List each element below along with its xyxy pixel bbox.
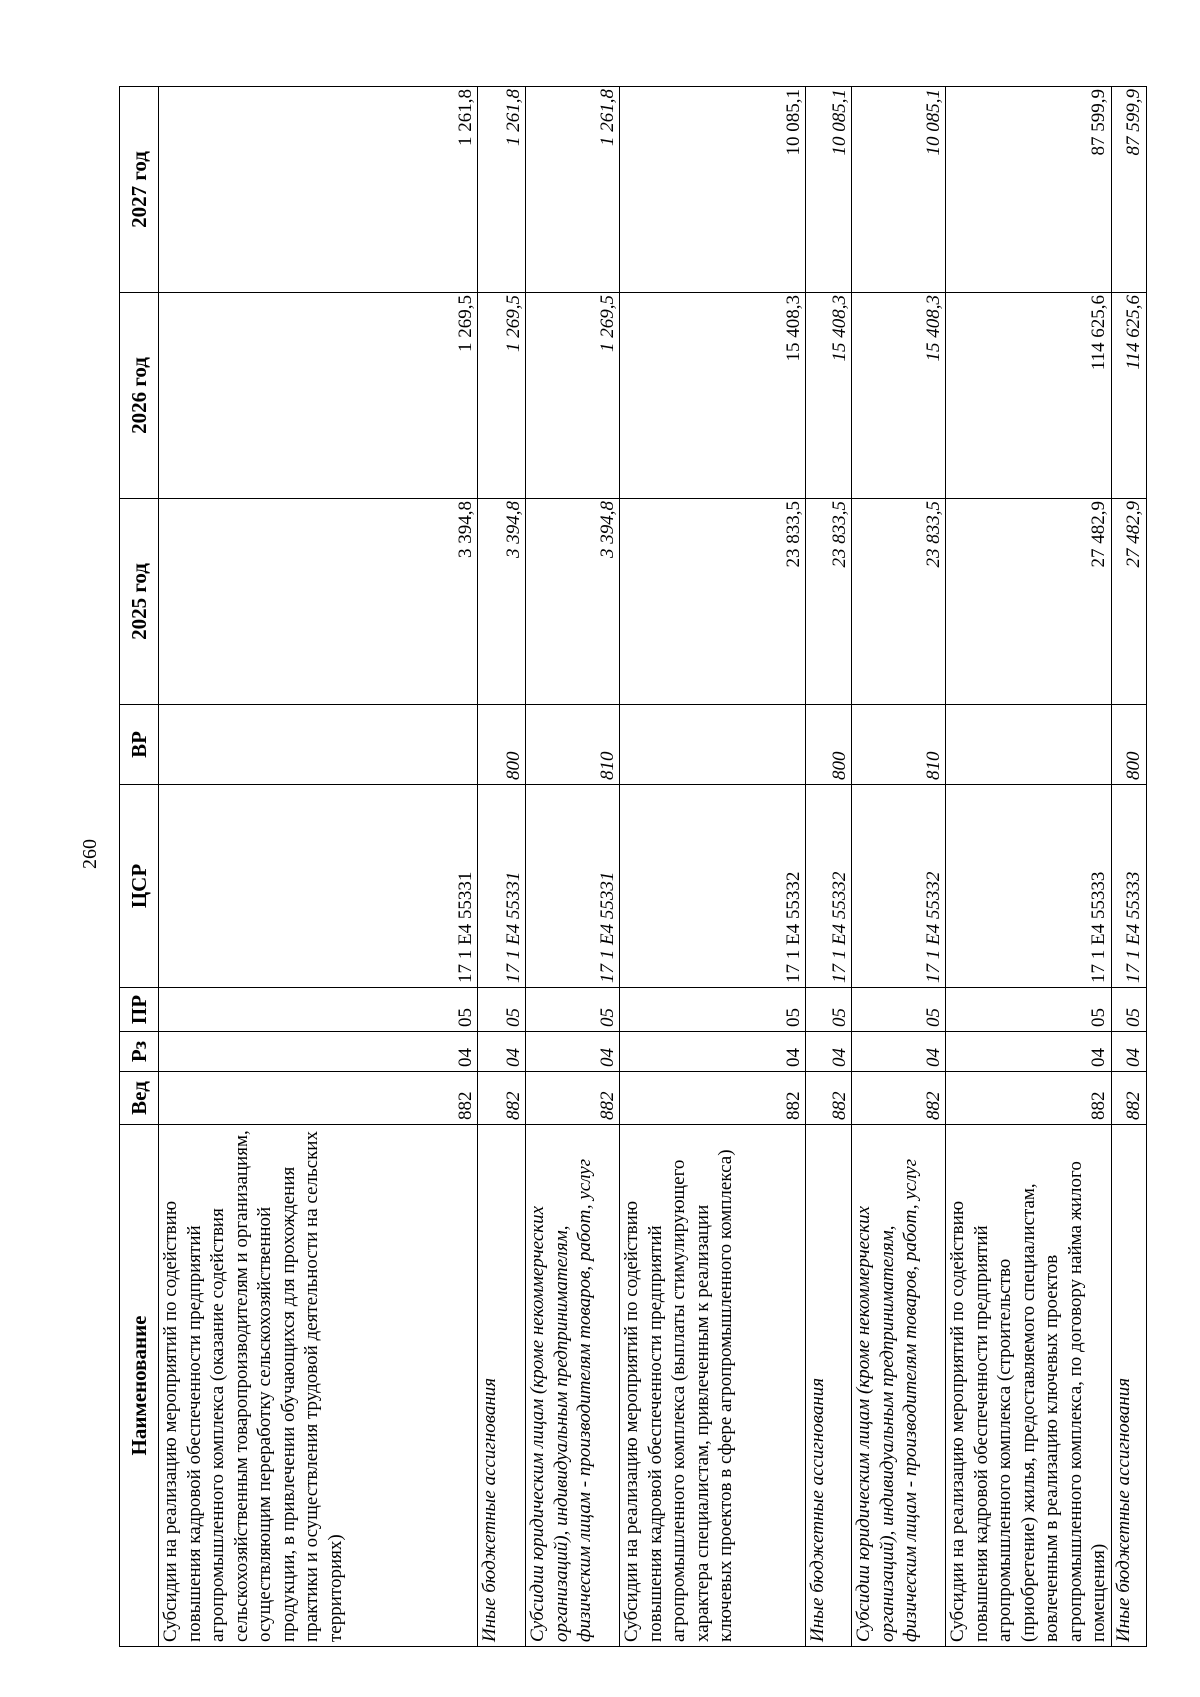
table-row <box>946 87 1112 1647</box>
cell-ved: 882 <box>620 1072 806 1125</box>
cell-name: Субсидии на реализацию мероприятий по содействию повышения кадровой обеспеченности предприятий агропромышленного комплекса (оказание содействия сельскохозяйственным товаропроизводителям и организациям, осуществляющим переработку сельскохозяйственной продукции, в привлечении обучающихся для прохождения практики и осуществления трудовой деятельности на сельских территориях) <box>159 1125 478 1647</box>
budget-table-rotated <box>119 87 1144 1647</box>
header-pr: ПР <box>120 988 159 1032</box>
cell-ved: 882 <box>478 1072 526 1125</box>
page-number: 260 <box>79 839 101 869</box>
cell-name: Субсидии на реализацию мероприятий по содействию повышения кадровой обеспеченности предприятий агропромышленного комплекса (строительство (приобретение) жилья, предоставляемого специалистам, вовлеченным в реализацию ключевых проектов агропромышленного комплекса, по договору найма жилого помещения) <box>946 1125 1112 1647</box>
cell-2026: 15 408,3 <box>620 293 806 499</box>
cell-name: Субсидии юридическим лицам (кроме некоммерческих организаций), индивидуальным предпринимателям, физическим лицам - производителям товаров, работ, услуг <box>852 1125 946 1647</box>
header-ved: Вед <box>120 1072 159 1125</box>
cell-pr: 05 <box>478 988 526 1032</box>
cell-name: Иные бюджетные ассигнования <box>1111 1125 1146 1647</box>
header-2025: 2025 год <box>120 499 159 705</box>
cell-csr: 17 1 E4 55333 <box>1111 785 1146 988</box>
header-2026: 2026 год <box>120 293 159 499</box>
table-body <box>159 87 1147 1647</box>
cell-vr: 800 <box>1111 705 1146 785</box>
table-header-row <box>120 87 159 1647</box>
cell-2027: 10 085,1 <box>620 87 806 293</box>
cell-rz: 04 <box>159 1032 478 1072</box>
header-2027: 2027 год <box>120 87 159 293</box>
cell-rz: 04 <box>946 1032 1112 1072</box>
cell-2025: 23 833,5 <box>852 499 946 705</box>
budget-table <box>119 86 1147 1647</box>
cell-2026: 1 269,5 <box>526 293 620 499</box>
table-row <box>478 87 526 1647</box>
cell-pr: 05 <box>852 988 946 1032</box>
cell-2026: 114 625,6 <box>1111 293 1146 499</box>
cell-2026: 114 625,6 <box>946 293 1112 499</box>
table-row <box>1111 87 1146 1647</box>
cell-name: Иные бюджетные ассигнования <box>806 1125 852 1647</box>
cell-ved: 882 <box>526 1072 620 1125</box>
cell-csr: 17 1 E4 55333 <box>946 785 1112 988</box>
cell-2026: 1 269,5 <box>159 293 478 499</box>
cell-name: Субсидии юридическим лицам (кроме некоммерческих организаций), индивидуальным предпринимателям, физическим лицам - производителям товаров, работ, услуг <box>526 1125 620 1647</box>
cell-pr: 05 <box>1111 988 1146 1032</box>
cell-csr: 17 1 E4 55332 <box>620 785 806 988</box>
header-rz: Рз <box>120 1032 159 1072</box>
table-row <box>620 87 806 1647</box>
cell-vr: 810 <box>852 705 946 785</box>
cell-2025: 27 482,9 <box>946 499 1112 705</box>
cell-2027: 10 085,1 <box>806 87 852 293</box>
cell-vr <box>946 705 1112 785</box>
cell-2026: 15 408,3 <box>852 293 946 499</box>
cell-rz: 04 <box>620 1032 806 1072</box>
header-csr: ЦСР <box>120 785 159 988</box>
cell-rz: 04 <box>478 1032 526 1072</box>
cell-2027: 1 261,8 <box>478 87 526 293</box>
cell-rz: 04 <box>852 1032 946 1072</box>
table-row <box>526 87 620 1647</box>
cell-ved: 882 <box>159 1072 478 1125</box>
cell-csr: 17 1 E4 55331 <box>159 785 478 988</box>
cell-ved: 882 <box>946 1072 1112 1125</box>
cell-2025: 27 482,9 <box>1111 499 1146 705</box>
cell-pr: 05 <box>620 988 806 1032</box>
header-vr: ВР <box>120 705 159 785</box>
cell-2025: 3 394,8 <box>526 499 620 705</box>
cell-2027: 87 599,9 <box>946 87 1112 293</box>
cell-2027: 1 261,8 <box>159 87 478 293</box>
cell-rz: 04 <box>806 1032 852 1072</box>
cell-ved: 882 <box>806 1072 852 1125</box>
cell-pr: 05 <box>946 988 1112 1032</box>
cell-ved: 882 <box>852 1072 946 1125</box>
cell-rz: 04 <box>526 1032 620 1072</box>
cell-pr: 05 <box>159 988 478 1032</box>
table-row <box>806 87 852 1647</box>
table-row <box>852 87 946 1647</box>
cell-2025: 3 394,8 <box>159 499 478 705</box>
header-name: Наименование <box>120 1125 159 1647</box>
cell-vr: 810 <box>526 705 620 785</box>
cell-rz: 04 <box>1111 1032 1146 1072</box>
cell-csr: 17 1 E4 55331 <box>526 785 620 988</box>
cell-2027: 10 085,1 <box>852 87 946 293</box>
cell-vr: 800 <box>806 705 852 785</box>
cell-csr: 17 1 E4 55332 <box>852 785 946 988</box>
table-row <box>159 87 478 1647</box>
cell-2026: 15 408,3 <box>806 293 852 499</box>
cell-2026: 1 269,5 <box>478 293 526 499</box>
cell-2025: 23 833,5 <box>806 499 852 705</box>
cell-vr <box>159 705 478 785</box>
cell-vr <box>620 705 806 785</box>
cell-2027: 1 261,8 <box>526 87 620 293</box>
cell-name: Иные бюджетные ассигнования <box>478 1125 526 1647</box>
cell-csr: 17 1 E4 55331 <box>478 785 526 988</box>
budget-table-frame <box>119 87 1144 1647</box>
cell-pr: 05 <box>806 988 852 1032</box>
cell-ved: 882 <box>1111 1072 1146 1125</box>
cell-pr: 05 <box>526 988 620 1032</box>
cell-name: Субсидии на реализацию мероприятий по содействию повышения кадровой обеспеченности предприятий агропромышленного комплекса (выплаты стимулирующего характера специалистам, привлеченным к реализации ключевых проектов в сфере агропромышленного комплекса) <box>620 1125 806 1647</box>
cell-vr: 800 <box>478 705 526 785</box>
cell-2025: 3 394,8 <box>478 499 526 705</box>
cell-csr: 17 1 E4 55332 <box>806 785 852 988</box>
cell-2025: 23 833,5 <box>620 499 806 705</box>
cell-2027: 87 599,9 <box>1111 87 1146 293</box>
